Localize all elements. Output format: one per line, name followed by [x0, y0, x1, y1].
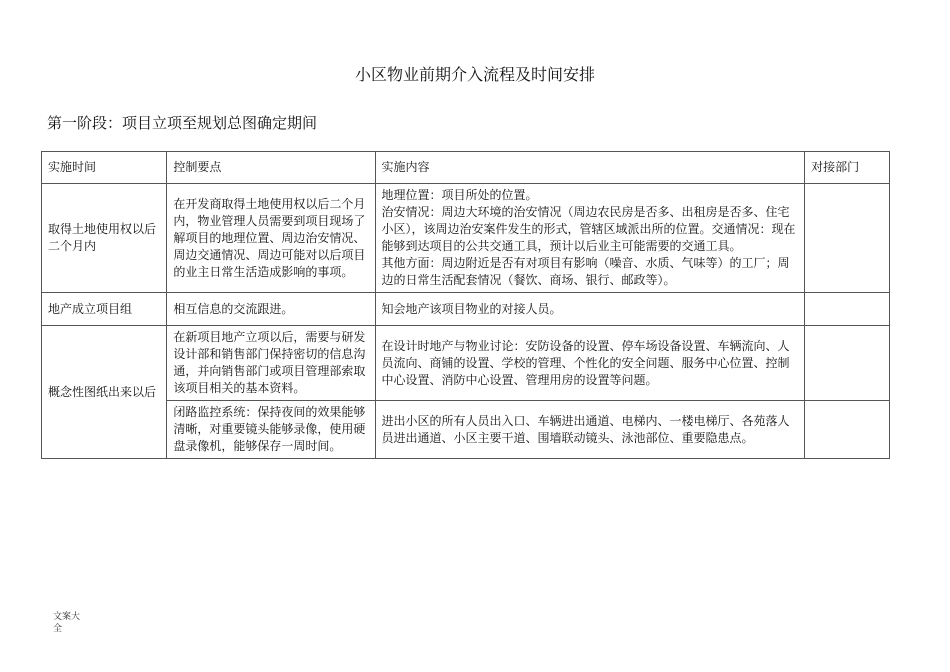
row3b-content: 进出小区的所有人员出入口、车辆进出通道、电梯内、一楼电梯厅、各苑落人员进出通道、小区主要干道、围墙联动镜头、泳池部位、重要隐患点。	[375, 401, 805, 459]
schedule-table	[41, 151, 890, 459]
row3a-department	[805, 326, 890, 401]
row2-department	[805, 293, 890, 326]
row1-time: 取得土地使用权以后二个月内	[42, 184, 167, 293]
header-department: 对接部门	[805, 152, 890, 184]
row3a-control: 在新项目地产立项以后，需要与研发设计部和销售部门保持密切的信息沟通，并向销售部门或项目管理部索取该项目相关的基本资料。	[167, 326, 375, 401]
row2-content: 知会地产该项目物业的对接人员。	[375, 293, 805, 326]
table-header-row	[42, 152, 890, 184]
header-control-points: 控制要点	[167, 152, 375, 184]
row2-control: 相互信息的交流跟进。	[167, 293, 375, 326]
row3-time: 概念性图纸出来以后	[42, 326, 167, 459]
row1-content-location: 地理位置：项目所处的位置。	[381, 188, 538, 202]
header-content: 实施内容	[375, 152, 805, 184]
row3b-department	[805, 401, 890, 459]
row3b-control: 闭路监控系统：保持夜间的效果能够清晰，对重要镜头能够录像，使用硬盘录像机，能够保存一周时间。	[167, 401, 375, 459]
header-time: 实施时间	[42, 152, 167, 184]
row1-content	[375, 184, 805, 293]
row1-content-security-traffic: 治安情况：周边大环境的治安情况（周边农民房是否多、出租房是否多、住宅小区），该周边治安案件发生的形式，管辖区域派出所的位置。交通情况：现在能够到达项目的公共交通工具，预计以后业主可能需要的交通工具。	[381, 205, 796, 253]
footer-note: 文案大全	[53, 612, 81, 634]
table-row	[42, 293, 890, 326]
row1-control: 在开发商取得土地使用权以后二个月内，物业管理人员需要到项目现场了解项目的地理位置、周边治安情况、周边交通情况、周边可能对以后项目的业主日常生活造成影响的事项。	[167, 184, 375, 293]
table-row	[42, 401, 890, 459]
document-title: 小区物业前期介入流程及时间安排	[354, 65, 595, 84]
row1-content-other: 其他方面：周边附近是否有对项目有影响（噪音、水质、气味等）的工厂；周边的日常生活配套情况（餐饮、商场、银行、邮政等）。	[381, 256, 790, 287]
table-row	[42, 326, 890, 401]
row2-time: 地产成立项目组	[42, 293, 167, 326]
section-heading: 第一阶段：项目立项至规划总图确定期间	[47, 114, 318, 132]
row3a-content: 在设计时地产与物业讨论：安防设备的设置、停车场设备设置、车辆流向、人员流向、商铺的设置、学校的管理、个性化的安全问题、服务中心位置、控制中心设置、消防中心设置、管理用房的设置等问题。	[375, 326, 805, 401]
table-row	[42, 184, 890, 293]
row1-department	[805, 184, 890, 293]
